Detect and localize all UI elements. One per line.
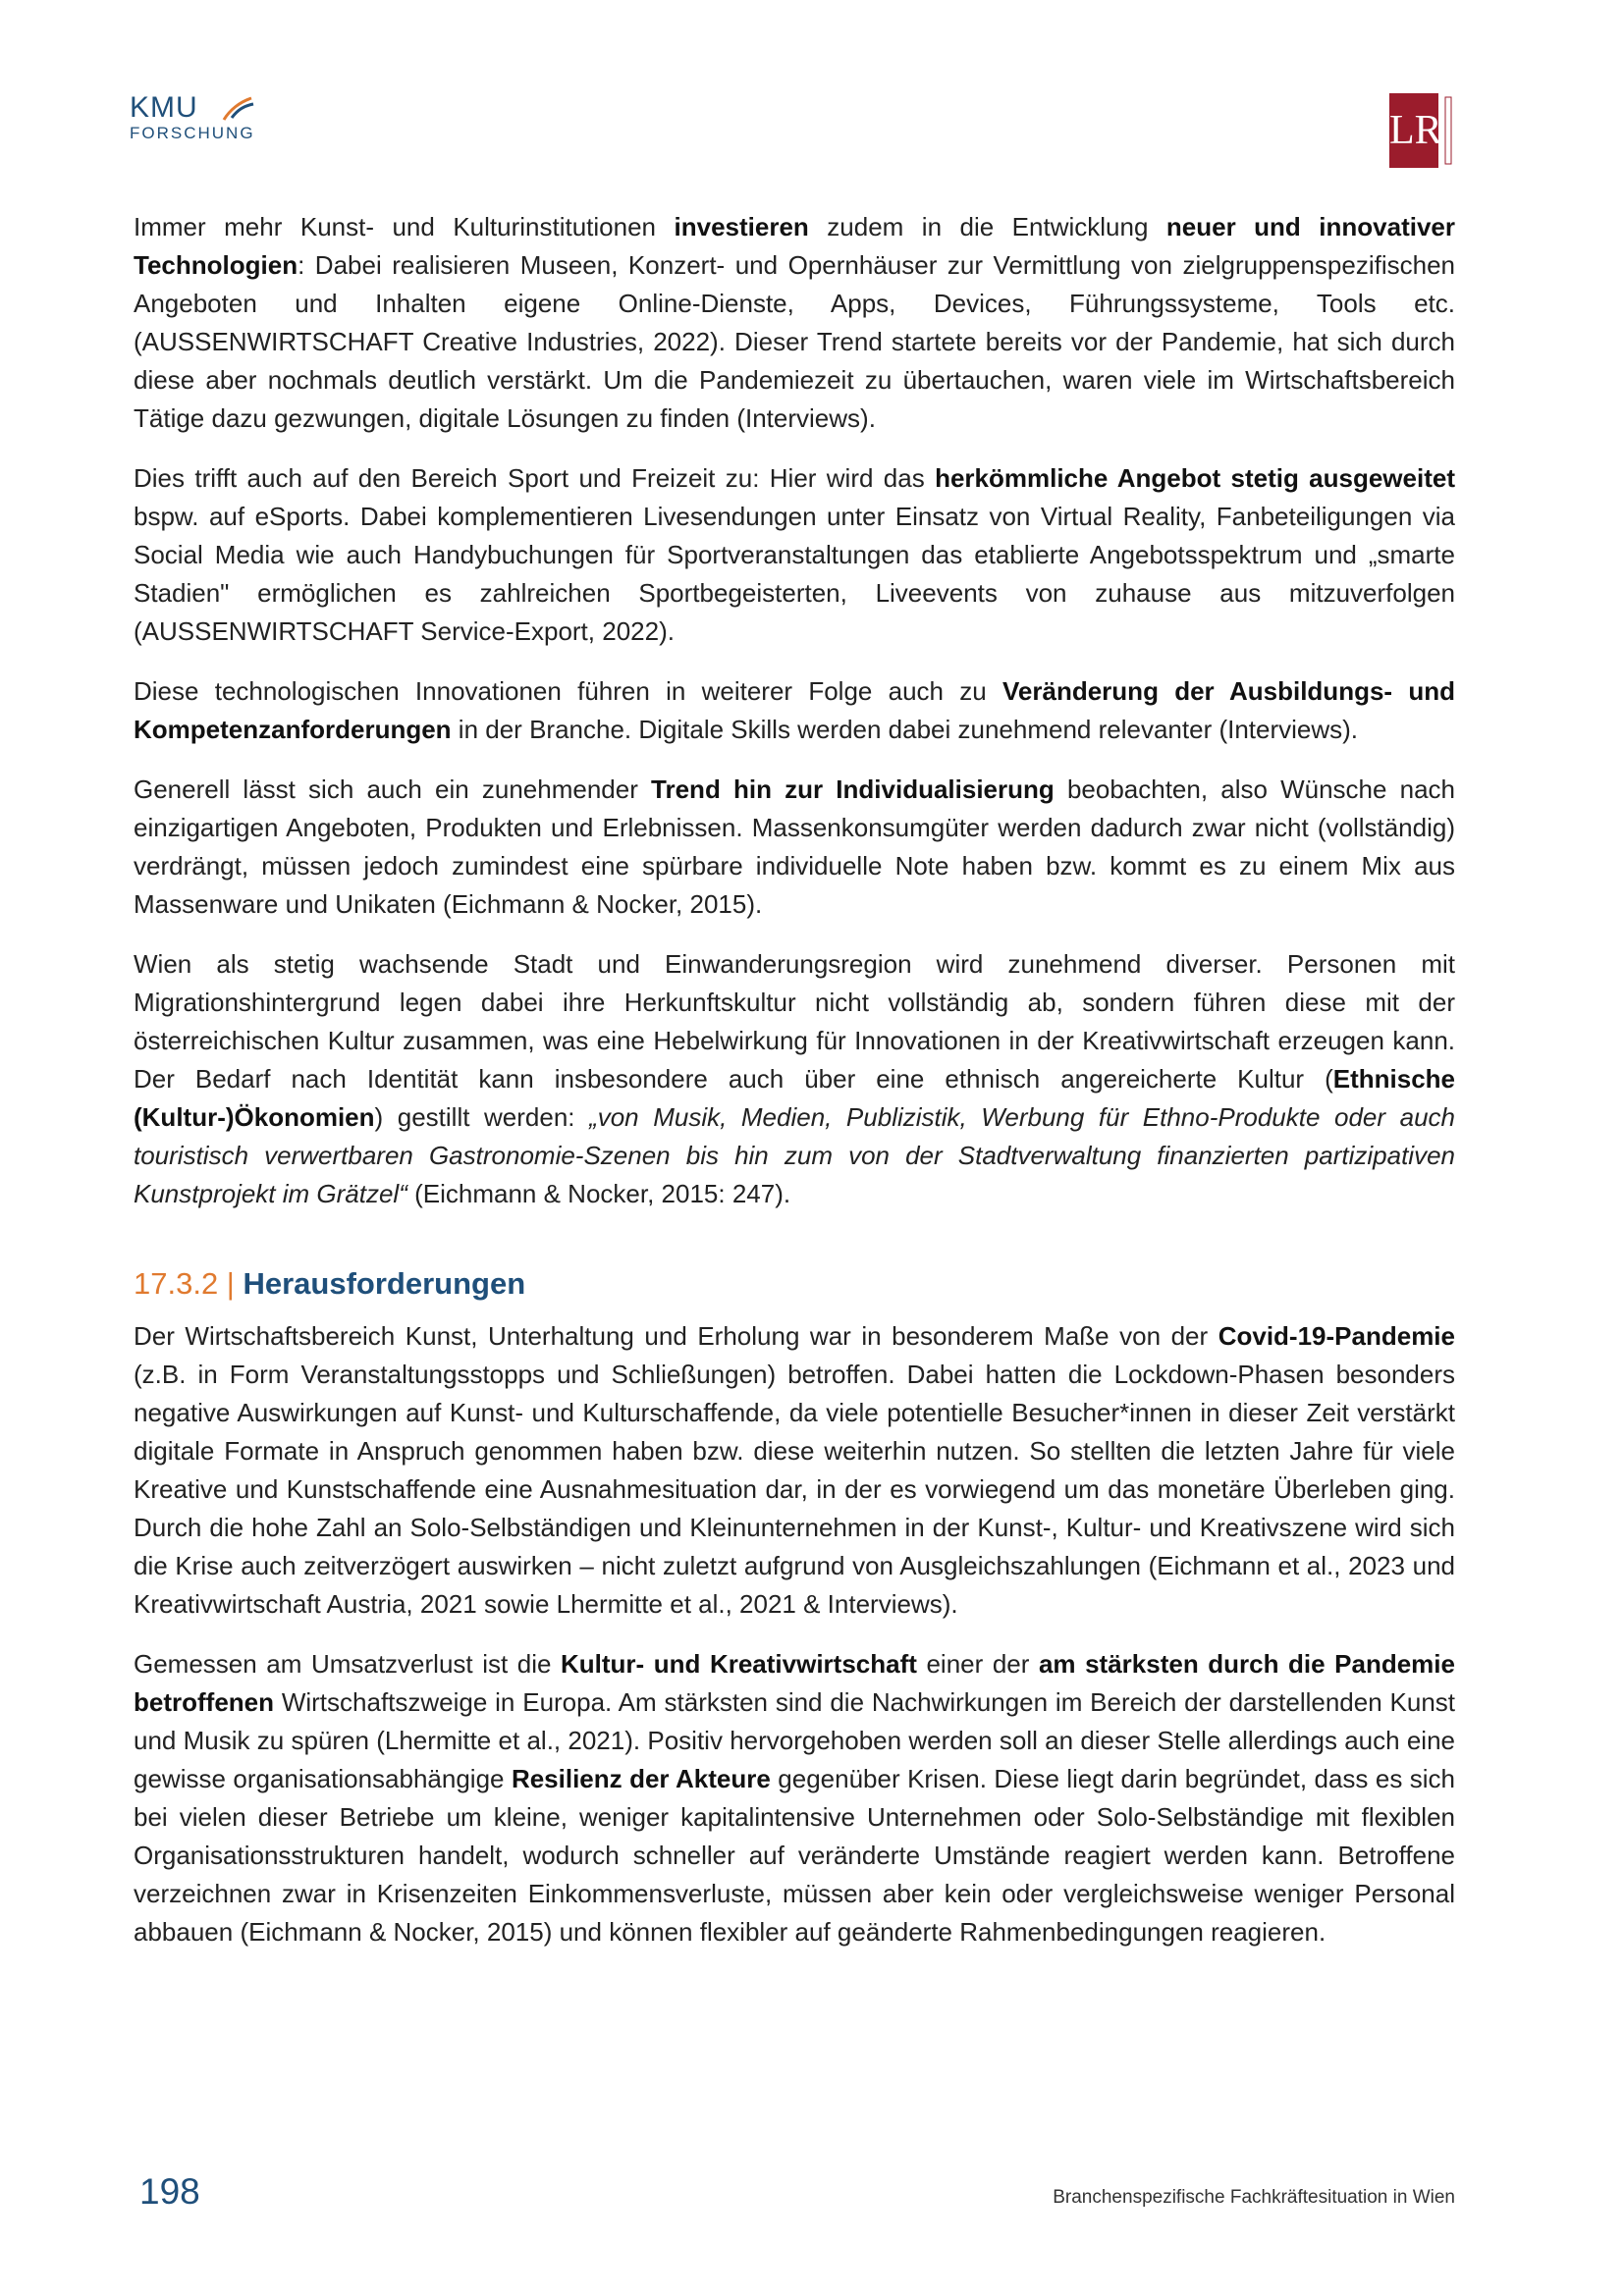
lr-logo-mark: LR	[1389, 93, 1438, 168]
paragraph-vienna-diversity: Wien als stetig wachsende Stadt und Einwanderungsregion wird zunehmend diverser. Personen mit Migrationshintergrund legen dabei ihre Herkunftskultur nicht vollständig ab, sondern führen diese mit der österreichischen Kultur zusammen, was eine Hebelwirkung für Innovationen in der Kreativwirtschaft erzeugen kann. Der Bedarf nach Identität kann insbesondere auch über eine ethnisch angereicherte Kultur (Ethnische (Kultur-)Ökonomien) gestillt werden: „von Musik, Medien, Publizistik, Werbung für Ethno-Produkte oder auch touristisch verwertbaren Gastronomie-Szenen bis hin zum von der Stadtverwaltung finanzierten partizipativen Kunstprojekt im Grätzel“ (Eichmann & Nocker, 2015: 247).	[134, 949, 1455, 1208]
logo-kmu-text: KMU	[130, 91, 198, 124]
logo-forschung-text: FORSCHUNG	[130, 124, 255, 142]
paragraph-competences: Diese technologischen Innovationen führen in weiterer Folge auch zu Veränderung der Ausbildungs- und Kompetenzanforderungen in der Branche. Digitale Skills werden dabei zunehmend relevanter (Interviews).	[134, 676, 1455, 744]
section-title: Herausforderungen	[243, 1266, 526, 1301]
paragraph-individualisation: Generell lässt sich auch ein zunehmender Trend hin zur Individualisierung beobachten, also Wünsche nach einzigartigen Angeboten, Produkten und Erlebnissen. Massenkonsumgüter werden dadurch zwar nicht (vollständig) verdrängt, müssen jedoch zumindest eine spürbare individuelle Note haben bzw. kommt es zu einem Mix aus Massenware und Unikaten (Eichmann & Nocker, 2015).	[134, 774, 1456, 919]
main-content	[134, 208, 1455, 1973]
section-heading	[134, 1264, 1455, 1304]
kmu-forschung-logo	[130, 92, 267, 155]
paragraph-technologies: Immer mehr Kunst- und Kulturinstitutionen investieren zudem in die Entwicklung neuer und innovativer Technologien: Dabei realisieren Museen, Konzert- und Opernhäuser zur Vermittlung von zielgruppenspezifischen Angeboten und Inhalten eigene Online-Dienste, Apps, Devices, Führungssysteme, Tools etc. (AUSSENWIRTSCHAFT Creative Industries, 2022). Dieser Trend startete bereits vor der Pandemie, hat sich durch diese aber nochmals deutlich verstärkt. Um die Pandemiezeit zu übertauchen, waren viele im Wirtschaftsbereich Tätige dazu gezwungen, digitale Lösungen zu finden (Interviews).	[134, 212, 1456, 433]
paragraph-covid: Der Wirtschaftsbereich Kunst, Unterhaltung und Erholung war in besonderem Maße von der Covid-19-Pandemie (z.B. in Form Veranstaltungsstopps und Schließungen) betroffen. Dabei hatten die Lockdown-Phasen besonders negative Auswirkungen auf Kunst- und Kulturschaffende, da viele potentielle Besucher*innen in dieser Zeit verstärkt digitale Formate in Anspruch genommen haben bzw. diese weiterhin nutzen. So stellten die letzten Jahre für viele Kreative und Kunstschaffende eine Ausnahmesituation dar, in der es vorwiegend um das monetäre Überleben ging. Durch die hohe Zahl an Solo-Selbständigen und Kleinunternehmen in der Kunst-, Kultur- und Kreativszene wird sich die Krise auch zeitverzögert auswirken – nicht zuletzt aufgrund von Ausgleichszahlungen (Eichmann et al., 2023 und Kreativwirtschaft Austria, 2021 sowie Lhermitte et al., 2021 & Interviews).	[134, 1321, 1455, 1619]
lr-logo-vertical-text-icon	[1442, 95, 1454, 166]
section-number: 17.3.2 |	[134, 1266, 235, 1301]
lr-logo	[1389, 93, 1442, 168]
page-number: 198	[139, 2171, 200, 2212]
paragraph-sport: Dies trifft auch auf den Bereich Sport und Freizeit zu: Hier wird das herkömmliche Angebot stetig ausgeweitet bspw. auf eSports. Dabei komplementieren Livesendungen unter Einsatz von Virtual Reality, Fanbeteiligungen via Social Media wie auch Handybuchungen für Sportveranstaltungen das etablierte Angebotsspektrum und „smarte Stadien" ermöglichen es zahlreichen Sportbegeisterten, Liveevents von zuhause aus mitzuverfolgen (AUSSENWIRTSCHAFT Service-Export, 2022).	[134, 463, 1455, 646]
paragraph-resilience: Gemessen am Umsatzverlust ist die Kultur- und Kreativwirtschaft einer der am stärksten durch die Pandemie betroffenen Wirtschaftszweige in Europa. Am stärksten sind die Nachwirkungen im Bereich der darstellenden Kunst und Musik zu spüren (Lhermitte et al., 2021). Positiv hervorgehoben werden soll an dieser Stelle allerdings auch eine gewisse organisationsabhängige Resilienz der Akteure gegenüber Krisen. Diese liegt darin begründet, dass es sich bei vielen dieser Betriebe um kleine, weniger kapitalintensive Unternehmen oder Solo-Selbständige mit flexiblen Organisationsstrukturen handelt, wodurch schneller auf veränderte Umstände reagiert werden kann. Betroffene verzeichnen zwar in Krisenzeiten Einkommensverluste, müssen aber kein oder vergleichsweise weniger Personal abbauen (Eichmann & Nocker, 2015) und können flexibler auf geänderte Rahmenbedingungen reagieren.	[134, 1649, 1455, 1947]
running-title: Branchenspezifische Fachkräftesituation in Wien	[1053, 2187, 1455, 2208]
leaf-icon	[220, 94, 255, 124]
